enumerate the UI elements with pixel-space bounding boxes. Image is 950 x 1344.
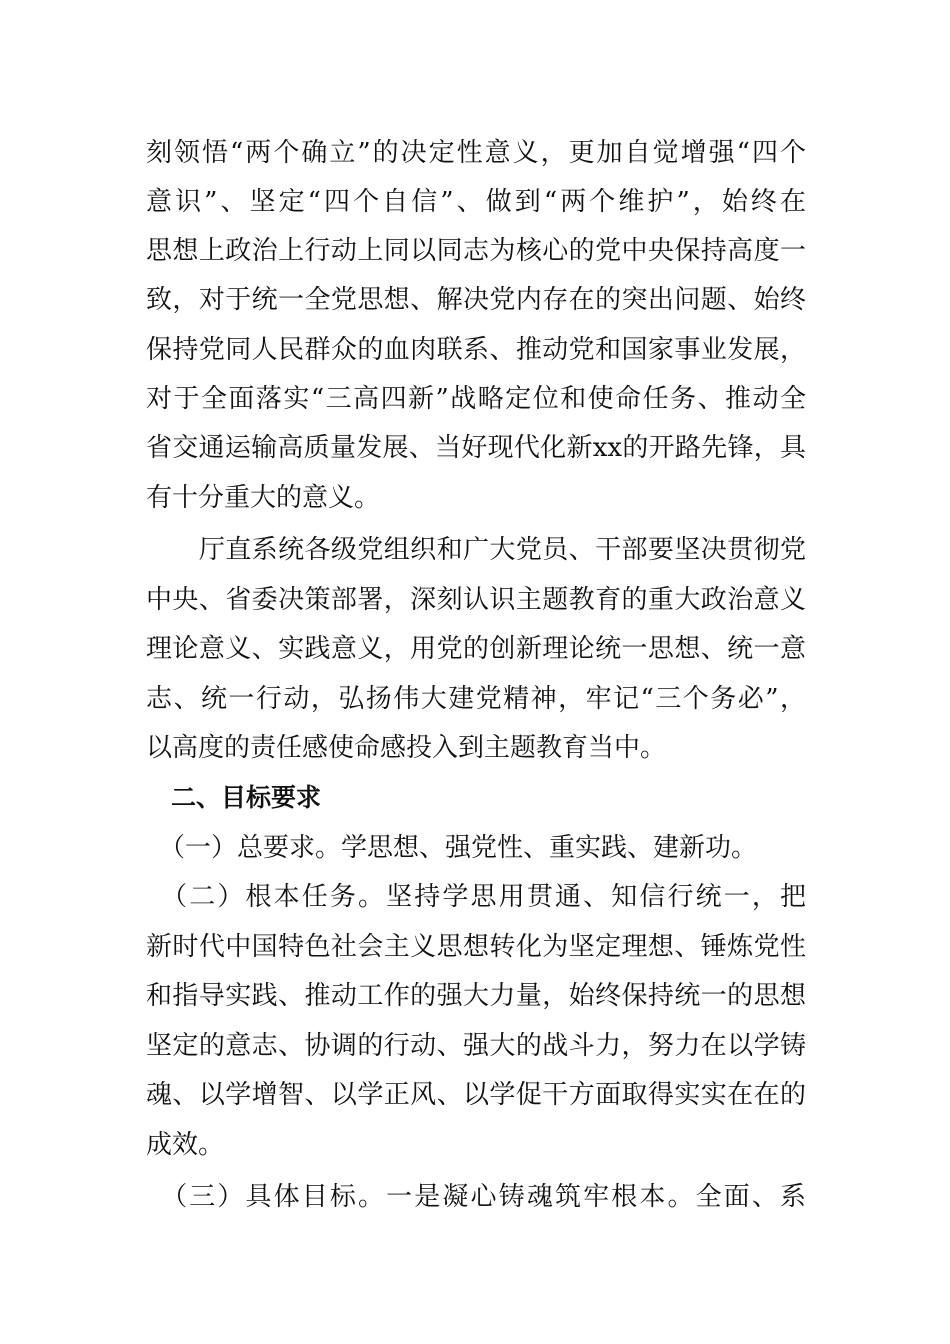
paragraph-line: 意识”、坚定“四个自信”、做到“两个维护”，始终在 xyxy=(146,187,806,217)
section-heading: 二、目标要求 xyxy=(146,783,322,812)
paragraph-line: 思想上政治上行动上同以同志为核心的党中央保持高度一 xyxy=(146,236,806,266)
paragraph-line: 理论意义、实践意义，用党的创新理论统一思想、统一意 xyxy=(146,634,806,664)
paragraph-line: 省交通运输高质量发展、当好现代化新xx的开路先锋，具 xyxy=(146,433,806,463)
paragraph-line: 保持党同人民群众的血肉联系、推动党和国家事业发展， xyxy=(146,335,806,365)
paragraph-line: 志、统一行动，弘扬伟大建党精神，牢记“三个务必”， xyxy=(146,684,806,714)
paragraph-line: 和指导实践、推动工作的强大力量，始终保持统一的思想 xyxy=(146,981,806,1011)
paragraph-line: 以高度的责任感使命感投入到主题教育当中。 xyxy=(146,733,667,763)
paragraph-line: 致，对于统一全党思想、解决党内存在的突出问题、始终 xyxy=(146,285,806,315)
paragraph-line: 魂、以学增智、以学正风、以学促干方面取得实实在在的 xyxy=(146,1080,806,1110)
paragraph-line: 对于全面落实“三高四新”战略定位和使命任务、推动全 xyxy=(146,384,806,414)
paragraph-line: 有十分重大的意义。 xyxy=(146,483,381,513)
paragraph-line: （三）具体目标。一是凝心铸魂筑牢根本。全面、系 xyxy=(146,1182,806,1212)
paragraph-line: 中央、省委决策部署，深刻认识主题教育的重大政治意义 xyxy=(146,585,806,615)
paragraph-line: 坚定的意志、协调的行动、强大的战斗力，努力在以学铸 xyxy=(146,1031,806,1061)
paragraph-line: （二）根本任务。坚持学思用贯通、知信行统一，把 xyxy=(146,882,806,912)
paragraph-line: （一）总要求。学思想、强党性、重实践、建新功。 xyxy=(146,833,758,863)
paragraph-line: 刻领悟“两个确立”的决定性意义，更加自觉增强“四个 xyxy=(146,138,806,168)
paragraph-line: 成效。 xyxy=(146,1130,225,1160)
paragraph-line: 厅直系统各级党组织和广大党员、干部要坚决贯彻党 xyxy=(146,535,806,565)
paragraph-line: 新时代中国特色社会主义思想转化为坚定理想、锤炼党性 xyxy=(146,932,806,962)
